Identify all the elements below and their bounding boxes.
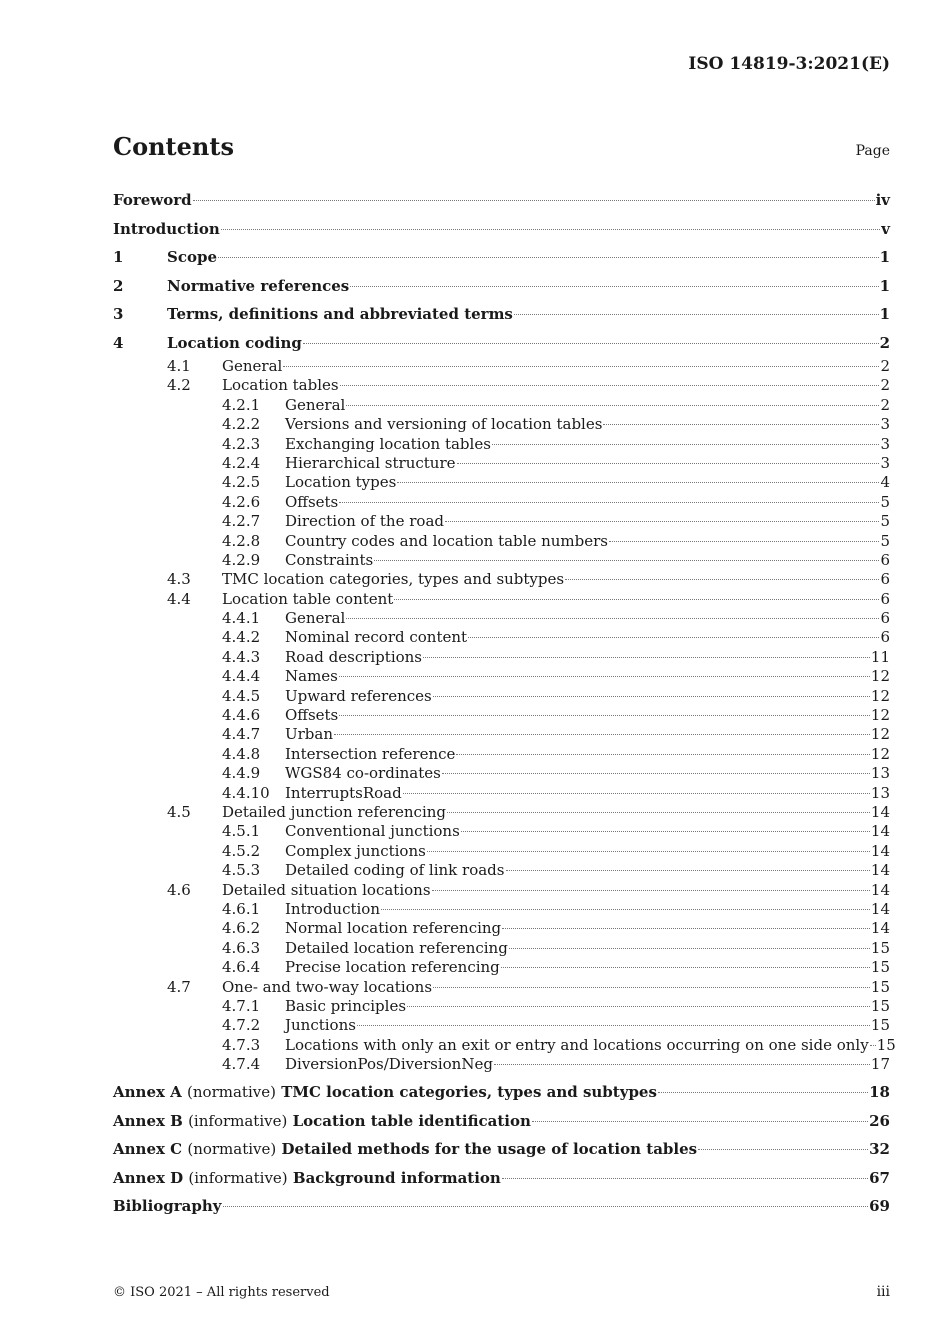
contents-title: Contents — [113, 132, 234, 161]
toc-entry-number: 4.4.7 — [222, 725, 261, 744]
page-number: iii — [876, 1284, 890, 1300]
toc-entry-number: 4.1 — [167, 357, 191, 375]
toc-entry-number: 3 — [113, 305, 124, 323]
toc-entry-text: Country codes and location table numbers — [285, 531, 608, 550]
toc-entry-number: 4.2.9 — [222, 550, 261, 569]
toc-entry-text: Nominal record content — [285, 628, 468, 647]
toc-entry-text: Detailed coding of link roads — [285, 861, 505, 880]
toc-entry-text: Normal location referencing — [285, 919, 502, 938]
toc-subsubsection[interactable] — [113, 958, 890, 977]
toc-entry-text: Basic principles — [285, 996, 407, 1015]
toc-section[interactable] — [113, 243, 890, 272]
toc-subsection[interactable] — [113, 357, 890, 376]
toc-subsubsection[interactable] — [113, 939, 890, 958]
toc-subsubsection[interactable] — [113, 435, 890, 454]
toc-subsubsection[interactable] — [113, 997, 890, 1016]
toc-entry-text: One- and two-way locations — [222, 977, 433, 996]
toc-entry-text: Hierarchical structure — [285, 453, 456, 472]
toc-subsubsection[interactable] — [113, 551, 890, 570]
toc-entry-text: General — [222, 357, 283, 375]
toc-subsubsection[interactable] — [113, 861, 890, 880]
toc-entry-number: 2 — [113, 276, 124, 295]
toc-entry-number: 4.2.1 — [222, 395, 261, 414]
toc-entry-page: 12 — [870, 706, 890, 725]
toc-entry-text: Names — [285, 667, 338, 686]
toc-section[interactable] — [113, 329, 890, 358]
toc-entry-page: 1 — [879, 276, 890, 295]
toc-subsection[interactable] — [113, 803, 890, 822]
toc-entry-text — [113, 1164, 501, 1193]
toc-entry-text — [113, 1135, 697, 1164]
toc-entry-number: 4.7.2 — [222, 1016, 261, 1035]
annex-title: Background information — [292, 1168, 501, 1187]
toc-subsubsection[interactable] — [113, 609, 890, 628]
toc-entry-page: 6 — [880, 570, 890, 589]
annex-label: Annex D — [113, 1168, 184, 1187]
toc-entry-text: Conventional junctions — [285, 822, 460, 841]
toc-subsection[interactable] — [113, 376, 890, 395]
toc-entry-page: 14 — [870, 880, 890, 899]
toc-entry-number: 4.4.9 — [222, 764, 261, 783]
toc-entry-page: 3 — [880, 415, 890, 434]
toc-entry-number: 4.5.1 — [222, 822, 261, 841]
toc-entry-text: Versions and versioning of location tables — [285, 415, 603, 434]
document-id: ISO 14819-3:2021(E) — [688, 54, 890, 74]
annex-title: TMC location categories, types and subtypes — [281, 1083, 657, 1102]
toc-entry-number: 4.4.6 — [222, 706, 261, 725]
toc-subsubsection[interactable] — [113, 628, 890, 647]
toc-entry-page: 2 — [879, 333, 890, 352]
toc-entry-number: 4.2.2 — [222, 415, 261, 434]
toc-subsubsection[interactable] — [113, 667, 890, 686]
toc-entry-text: Road descriptions — [285, 647, 422, 666]
toc-entry-text: Detailed location referencing — [285, 938, 508, 957]
toc-entry-page: 15 — [876, 1035, 896, 1054]
toc-subsubsection[interactable] — [113, 784, 890, 803]
annex-kind: (normative) — [187, 1083, 276, 1102]
toc-subsection[interactable] — [113, 881, 890, 900]
toc-subsection[interactable] — [113, 570, 890, 589]
toc-entry-page: 12 — [870, 667, 890, 686]
toc-subsubsection[interactable] — [113, 454, 890, 473]
annex-kind: (normative) — [187, 1140, 277, 1159]
toc-entry-number: 4.2.4 — [222, 453, 261, 472]
toc-entry-text: General — [285, 395, 346, 414]
toc-annex[interactable] — [113, 1078, 890, 1107]
toc-subsubsection[interactable] — [113, 900, 890, 919]
toc-entry-text: Direction of the road — [285, 512, 444, 531]
toc-subsubsection[interactable] — [113, 415, 890, 434]
toc-entry-number: 4.4.2 — [222, 628, 261, 647]
toc-entry-text: DiversionPos/DiversionNeg — [285, 1055, 493, 1074]
toc-entry-number: 4.6.4 — [222, 958, 261, 977]
toc-entry-text: Bibliography — [113, 1197, 222, 1216]
toc-entry-number: 4.6.3 — [222, 938, 261, 957]
toc-entry-page: 15 — [870, 958, 890, 977]
toc-entry-text: Introduction — [285, 899, 380, 918]
toc-entry-number: 4.2.3 — [222, 434, 261, 453]
toc-annex[interactable] — [113, 1135, 890, 1164]
toc-subsubsection[interactable] — [113, 919, 890, 938]
toc-entry-text: Scope — [167, 248, 218, 266]
toc-entry-number: 4.4.10 — [222, 783, 270, 802]
toc-entry-number: 4.7.1 — [222, 996, 261, 1015]
toc-bibliography[interactable] — [113, 1192, 890, 1221]
annex-title: Location table identification — [292, 1111, 531, 1130]
toc-entry-text: General — [285, 609, 346, 628]
toc-entry-page: 5 — [880, 512, 890, 531]
toc-entry-text: Introduction — [113, 219, 220, 238]
toc-entry-page: 17 — [870, 1055, 890, 1074]
toc-entry-number: 4.5 — [167, 802, 191, 821]
annex-label: Annex B — [113, 1111, 183, 1130]
toc-entry-page: 15 — [870, 938, 890, 957]
toc-subsubsection[interactable] — [113, 745, 890, 764]
toc-entry-text: InterruptsRoad — [285, 783, 402, 802]
toc-entry-number: 4.7.3 — [222, 1035, 261, 1054]
toc-entry-text: Precise location referencing — [285, 958, 500, 977]
toc-entry-number: 4.7 — [167, 977, 191, 996]
toc-entry-page: 2 — [880, 376, 890, 395]
toc-entry-page: 1 — [879, 248, 890, 266]
toc-entry-text: Location types — [285, 473, 397, 492]
toc-entry-number: 4.4.1 — [222, 609, 261, 628]
toc-entry-number: 4.3 — [167, 570, 191, 589]
toc-subsubsection[interactable] — [113, 396, 890, 415]
toc-entry-number: 4.2 — [167, 376, 191, 395]
toc-entry-number: 4.2.6 — [222, 492, 261, 511]
toc-entry-page: 2 — [880, 395, 890, 414]
toc-introduction[interactable] — [113, 215, 890, 244]
toc-entry-number: 4.4 — [167, 589, 191, 608]
toc-entry-page: 15 — [870, 996, 890, 1015]
toc-entry-number: 4.4.8 — [222, 744, 261, 763]
toc-entry-text: Foreword — [113, 191, 192, 209]
toc-subsubsection[interactable] — [113, 473, 890, 492]
toc-entry-text: Detailed junction referencing — [222, 802, 447, 821]
toc-entry-page: 5 — [880, 531, 890, 550]
toc-subsection[interactable] — [113, 590, 890, 609]
toc-entry-number: 4.2.8 — [222, 531, 261, 550]
toc-subsubsection[interactable] — [113, 764, 890, 783]
toc-entry-number: 4.2.5 — [222, 473, 261, 492]
copyright-notice: © ISO 2021 – All rights reserved — [113, 1285, 330, 1300]
toc-entry-page: 6 — [880, 550, 890, 569]
toc-entry-page: 12 — [870, 686, 890, 705]
toc-entry-text: Terms, definitions and abbreviated terms — [167, 305, 513, 323]
toc-entry-number: 1 — [113, 248, 124, 266]
toc-entry-page: 14 — [870, 919, 890, 938]
table-of-contents — [113, 186, 896, 1221]
annex-label: Annex A — [113, 1083, 182, 1102]
toc-section[interactable] — [113, 300, 890, 329]
toc-entry-number: 4.5.3 — [222, 861, 261, 880]
toc-entry-number: 4.6.2 — [222, 919, 261, 938]
toc-entry-page: 15 — [870, 1016, 890, 1035]
toc-entry-page: 13 — [870, 764, 890, 783]
toc-entry-text: TMC location categories, types and subtypes — [222, 570, 565, 589]
toc-entry-page: 14 — [870, 861, 890, 880]
toc-subsubsection[interactable] — [113, 648, 890, 667]
toc-entry-page: iv — [875, 191, 890, 209]
toc-entry-page: 14 — [870, 802, 890, 821]
toc-subsubsection[interactable] — [113, 493, 890, 512]
toc-entry-number: 4.7.4 — [222, 1055, 261, 1074]
toc-entry-page: 3 — [880, 453, 890, 472]
toc-entry-text: Locations with only an exit or entry and locations occurring on one side only — [285, 1035, 869, 1054]
toc-annex[interactable] — [113, 1107, 890, 1136]
toc-entry-page: 15 — [870, 977, 890, 996]
toc-entry-page: 18 — [869, 1083, 890, 1102]
toc-entry-page: 5 — [880, 492, 890, 511]
toc-subsubsection[interactable] — [113, 725, 890, 744]
toc-entry-text: Normative references — [167, 276, 350, 295]
toc-subsections — [113, 357, 896, 1074]
toc-entry-text: Offsets — [285, 492, 339, 511]
toc-entry-page: 26 — [869, 1111, 890, 1130]
page-column-label: Page — [855, 143, 890, 159]
toc-subsubsection[interactable] — [113, 1035, 896, 1055]
toc-entry-text: Detailed situation locations — [222, 880, 431, 899]
toc-entry-page: v — [881, 219, 890, 238]
toc-entry-text: Offsets — [285, 706, 339, 725]
toc-entry-number: 4.6 — [167, 880, 191, 899]
toc-entry-page: 67 — [869, 1168, 890, 1187]
toc-subsection[interactable] — [113, 978, 890, 997]
toc-subsubsection[interactable] — [113, 512, 890, 531]
toc-entry-page: 69 — [869, 1197, 890, 1216]
annex-title: Detailed methods for the usage of location tables — [281, 1140, 698, 1159]
toc-subsubsection[interactable] — [113, 1016, 890, 1035]
toc-entry-number: 4.4.4 — [222, 667, 261, 686]
toc-annexes — [113, 1078, 890, 1192]
toc-entry-page: 32 — [869, 1140, 890, 1159]
toc-entry-number: 4.4.3 — [222, 647, 261, 666]
toc-subsubsection[interactable] — [113, 822, 890, 841]
toc-subsubsection[interactable] — [113, 842, 890, 861]
toc-entry-page: 11 — [870, 647, 890, 666]
toc-entry-number: 4.5.2 — [222, 841, 261, 860]
toc-entry-number: 4.4.5 — [222, 686, 261, 705]
toc-entry-page: 14 — [870, 841, 890, 860]
annex-label: Annex C — [113, 1140, 183, 1159]
toc-entry-page: 6 — [880, 609, 890, 628]
toc-entry-text: WGS84 co-ordinates — [285, 764, 441, 783]
toc-entry-page: 12 — [870, 744, 890, 763]
toc-entry-text: Exchanging location tables — [285, 434, 491, 453]
toc-entry-page: 2 — [880, 357, 890, 375]
toc-annex[interactable] — [113, 1164, 890, 1193]
toc-entry-page: 6 — [880, 628, 890, 647]
annex-kind: (informative) — [188, 1111, 288, 1130]
toc-entry-number: 4.2.7 — [222, 512, 261, 531]
toc-subsubsection[interactable] — [113, 1055, 890, 1074]
toc-entry-text: Constraints — [285, 550, 374, 569]
toc-section[interactable] — [113, 272, 890, 301]
toc-entry-page: 4 — [880, 473, 890, 492]
toc-entry-text — [113, 1078, 657, 1107]
toc-entry-page: 12 — [870, 725, 890, 744]
toc-subsubsection[interactable] — [113, 706, 890, 725]
toc-entry-text: Location table content — [222, 589, 394, 608]
toc-entry-text: Location coding — [167, 333, 302, 352]
toc-entry-text — [113, 1107, 531, 1136]
toc-entry-text: Junctions — [285, 1016, 356, 1035]
toc-entry-text: Intersection reference — [285, 744, 456, 763]
toc-entry-page: 13 — [870, 783, 890, 802]
toc-entry-number: 4.6.1 — [222, 899, 261, 918]
toc-entry-text: Upward references — [285, 686, 432, 705]
annex-kind: (informative) — [188, 1168, 288, 1187]
toc-subsubsection[interactable] — [113, 687, 890, 706]
toc-entry-page: 14 — [870, 822, 890, 841]
toc-subsubsection[interactable] — [113, 532, 890, 551]
toc-entry-number: 4 — [113, 333, 124, 352]
toc-entry-page: 6 — [880, 589, 890, 608]
toc-entry-text: Urban — [285, 725, 334, 744]
toc-entry-text: Complex junctions — [285, 841, 426, 860]
toc-entry-page: 1 — [879, 305, 890, 323]
toc-entry-page: 3 — [880, 434, 890, 453]
toc-foreword[interactable] — [113, 186, 890, 215]
toc-entry-text: Location tables — [222, 376, 339, 395]
toc-entry-page: 14 — [870, 899, 890, 918]
